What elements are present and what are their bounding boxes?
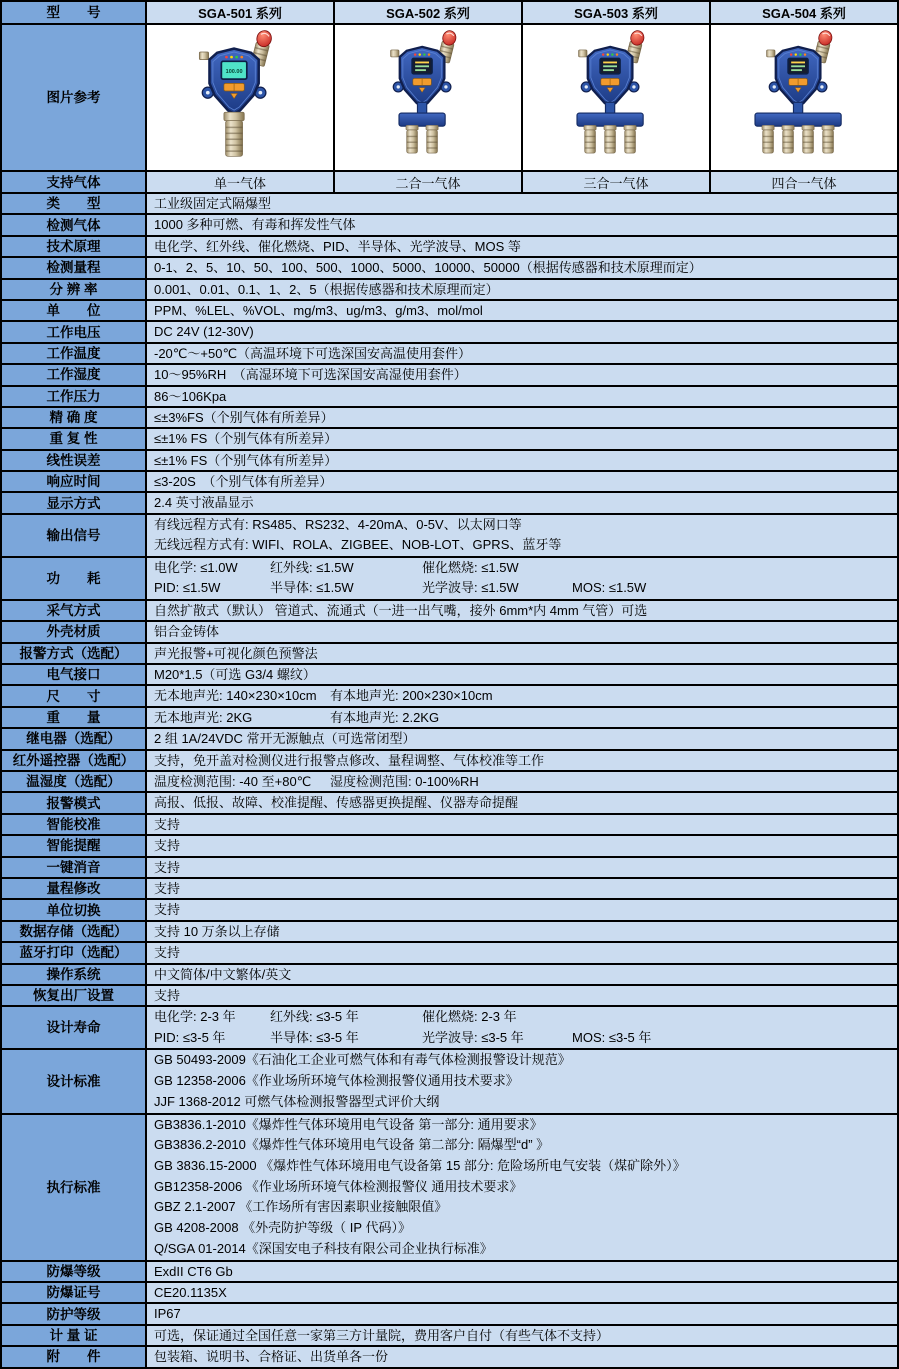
table-row	[2, 727, 897, 748]
value-line: 支持	[154, 987, 181, 1003]
row-label: 智能提醒	[2, 836, 147, 855]
row-label: 操作系统	[2, 965, 147, 984]
row-label: 线性误差	[2, 451, 147, 470]
device-image-cell	[147, 25, 333, 170]
row-value	[147, 280, 897, 299]
row-value	[147, 429, 897, 448]
table-row	[2, 320, 897, 341]
row-label: 采气方式	[2, 601, 147, 620]
value-line: 高报、低报、故障、校准提醒、传感器更换提醒、仪器寿命提醒	[154, 795, 519, 811]
value-line	[154, 578, 897, 599]
table-row	[2, 449, 897, 470]
row-label: 一键消音	[2, 858, 147, 877]
table-row	[2, 963, 897, 984]
row-label: 功 耗	[2, 558, 147, 599]
value-line: GB 12358-2006《作业场所环境气体检测报警仪通用技术要求》	[154, 1073, 519, 1089]
table-row	[2, 256, 897, 277]
row-label: 重 复 性	[2, 429, 147, 448]
table-row	[2, 1113, 897, 1260]
value-segment: 催化燃烧: 2-3 年	[422, 1009, 517, 1025]
model-header-cell: SGA-501 系列	[147, 2, 333, 23]
value-segment: 红外线: ≤1.5W	[270, 559, 354, 575]
table-row	[2, 406, 897, 427]
value-line: 支持	[154, 816, 181, 832]
value-segment: PID: ≤1.5W	[154, 580, 221, 596]
value-segment: MOS: ≤1.5W	[572, 580, 647, 596]
value-line: 声光报警+可视化颜色预警法	[154, 645, 318, 661]
table-row	[2, 192, 897, 213]
row-value	[147, 1283, 897, 1302]
table-row-images	[2, 23, 897, 170]
value-line: GB3836.2-2010《爆炸性气体环境用电气设备 第二部分: 隔爆型“d” 》	[154, 1137, 550, 1153]
row-label: 检测量程	[2, 258, 147, 277]
row-label: 防爆证号	[2, 1283, 147, 1302]
table-row	[2, 749, 897, 770]
row-value	[147, 622, 897, 641]
row-label: 红外遥控器（选配）	[2, 751, 147, 770]
table-row	[2, 556, 897, 599]
row-label: 技术原理	[2, 237, 147, 256]
value-line: GB12358-2006 《作业场所环境气体检测报警仪 通用技术要求》	[154, 1178, 523, 1194]
row-value	[147, 258, 897, 277]
row-value	[147, 751, 897, 770]
table-row	[2, 642, 897, 663]
table-row	[2, 1345, 897, 1366]
row-label: 恢复出厂设置	[2, 986, 147, 1005]
row-label: 智能校准	[2, 815, 147, 834]
row-value	[147, 451, 897, 470]
table-row	[2, 427, 897, 448]
value-line: 0-1、2、5、10、50、100、500、1000、5000、10000、50000（根据传感器和技术原理而定）	[154, 260, 702, 276]
table-row	[2, 491, 897, 512]
value-line: ≤±1% FS（个别气体有所差异）	[154, 452, 338, 468]
value-line: ExdII CT6 Gb	[154, 1263, 233, 1279]
value-line: M20*1.5（可选 G3/4 螺纹）	[154, 667, 316, 683]
table-row	[2, 470, 897, 491]
row-value	[147, 772, 897, 791]
row-value	[147, 965, 897, 984]
value-line: 10～95%RH （高湿环境下可选深国安高湿使用套件）	[154, 367, 467, 383]
row-value	[147, 1304, 897, 1323]
row-label: 温湿度（选配）	[2, 772, 147, 791]
model-header-cell: SGA-503 系列	[521, 2, 709, 23]
value-line: JJF 1368-2012 可燃气体检测报警器型式评价大纲	[154, 1093, 440, 1109]
row-value	[147, 344, 897, 363]
row-label: 重 量	[2, 708, 147, 727]
row-label: 工作温度	[2, 344, 147, 363]
row-label: 尺 寸	[2, 686, 147, 705]
table-row	[2, 385, 897, 406]
value-line	[154, 1007, 897, 1028]
row-label: 防爆等级	[2, 1262, 147, 1281]
value-line	[154, 1028, 897, 1049]
table-row-gases	[2, 170, 897, 192]
value-line: 2.4 英寸液晶显示	[154, 495, 254, 511]
table-row	[2, 1324, 897, 1345]
value-line: ≤±3%FS（个别气体有所差异）	[154, 409, 334, 425]
manifold	[577, 113, 643, 126]
row-label: 单位切换	[2, 900, 147, 919]
row-value	[147, 215, 897, 234]
value-segment: 光学波导: ≤1.5W	[422, 580, 519, 596]
table-row	[2, 513, 897, 556]
value-line: 支持 10 万条以上存储	[154, 923, 280, 939]
value-segment: 湿度检测范围: 0-100%RH	[330, 773, 479, 789]
gas-type-cell: 二合一气体	[333, 172, 521, 192]
value-segment: 半导体: ≤1.5W	[270, 580, 354, 596]
table-row	[2, 213, 897, 234]
row-label: 报警方式（选配）	[2, 644, 147, 663]
row-value	[147, 708, 897, 727]
table-row	[2, 342, 897, 363]
row-label: 执行标准	[2, 1115, 147, 1260]
value-line: 包装箱、说明书、合格证、出货单各一份	[154, 1349, 389, 1365]
value-line: 电化学、红外线、催化燃烧、PID、半导体、光学波导、MOS 等	[154, 238, 521, 254]
table-row	[2, 1005, 897, 1048]
row-label: 报警模式	[2, 793, 147, 812]
row-label: 防护等级	[2, 1304, 147, 1323]
device-image-cell	[521, 25, 709, 170]
value-line: 支持	[154, 880, 181, 896]
table-row	[2, 791, 897, 812]
gas-detector-image	[711, 26, 897, 169]
value-line: GB 50493-2009《石油化工企业可燃气体和有毒气体检测报警设计规范》	[154, 1052, 571, 1068]
value-line: 86～106Kpa	[154, 388, 227, 404]
row-value	[147, 515, 897, 556]
row-label: 支持气体	[2, 172, 147, 192]
gas-type-cell: 单一气体	[147, 172, 333, 192]
row-value	[147, 1115, 897, 1260]
table-row	[2, 920, 897, 941]
row-value	[147, 1262, 897, 1281]
row-label: 蓝牙打印（选配）	[2, 943, 147, 962]
value-line: GBZ 2.1-2007 《工作场所有害因素职业接触限值》	[154, 1199, 448, 1215]
row-value	[147, 601, 897, 620]
gas-type-cell: 四合一气体	[709, 172, 897, 192]
table-row	[2, 770, 897, 791]
value-line: ≤±1% FS（个别气体有所差异）	[154, 431, 338, 447]
value-line	[154, 708, 897, 727]
row-label: 数据存储（选配）	[2, 922, 147, 941]
row-label: 显示方式	[2, 493, 147, 512]
row-value	[147, 686, 897, 705]
lcd-reading: 100.00	[225, 69, 243, 76]
table-row	[2, 706, 897, 727]
table-row	[2, 898, 897, 919]
table-row	[2, 1302, 897, 1323]
value-line: GB 3836.15-2000 《爆炸性气体环境用电气设备第 15 部分: 危险场所电气安装（煤矿除外）》	[154, 1158, 686, 1174]
row-label: 分 辨 率	[2, 280, 147, 299]
value-line: 支持	[154, 902, 181, 918]
table-row	[2, 813, 897, 834]
row-label: 检测气体	[2, 215, 147, 234]
row-label: 工作湿度	[2, 365, 147, 384]
value-line: 支持	[154, 859, 181, 875]
table-row	[2, 1281, 897, 1302]
gas-detector-image	[523, 26, 709, 169]
value-line: GB3836.1-2010《爆炸性气体环境用电气设备 第一部分: 通用要求》	[154, 1116, 543, 1132]
value-segment: 有本地声光: 200×230×10cm	[330, 688, 493, 704]
gas-detector-image	[147, 26, 333, 169]
value-line: 支持，免开盖对检测仪进行报警点修改、量程调整、气体校准等工作	[154, 752, 545, 768]
value-line: 工业级固定式隔爆型	[154, 196, 272, 211]
value-line: 中文简体/中文繁体/英文	[154, 966, 292, 982]
device-image-cell	[709, 25, 897, 170]
row-label: 输出信号	[2, 515, 147, 556]
table-row	[2, 278, 897, 299]
row-value	[147, 493, 897, 512]
row-value	[147, 1326, 897, 1345]
value-line: 无线远程方式有: WIFI、ROLA、ZIGBEE、NOB-LOT、GPRS、蓝牙等	[154, 537, 562, 553]
value-line: CE20.1135X	[154, 1284, 227, 1300]
model-header-cell: SGA-504 系列	[709, 2, 897, 23]
row-label: 工作电压	[2, 322, 147, 341]
value-line: Q/SGA 01-2014《深国安电子科技有限公司企业执行标准》	[154, 1240, 493, 1256]
value-segment: 无本地声光: 2KG	[154, 709, 253, 725]
row-label: 图片参考	[2, 25, 147, 170]
row-value	[147, 943, 897, 962]
row-label: 附 件	[2, 1347, 147, 1366]
row-value	[147, 836, 897, 855]
value-segment: PID: ≤3-5 年	[154, 1029, 226, 1045]
row-label: 继电器（选配）	[2, 729, 147, 748]
value-segment: 无本地声光: 140×230×10cm	[154, 688, 317, 704]
table-row	[2, 1048, 897, 1112]
value-line: DC 24V (12-30V)	[154, 324, 254, 340]
table-row	[2, 599, 897, 620]
row-value	[147, 729, 897, 748]
table-row	[2, 1260, 897, 1281]
row-value	[147, 986, 897, 1005]
value-line: 自然扩散式（默认） 管道式、流通式（一进一出气嘴，接外 6mm*内 4mm 气管）可选	[154, 602, 648, 618]
value-line: 支持	[154, 838, 181, 854]
value-line: 支持	[154, 945, 181, 961]
row-value	[147, 879, 897, 898]
device-image-cell	[333, 25, 521, 170]
table-row	[2, 684, 897, 705]
value-segment: 催化燃烧: ≤1.5W	[422, 559, 519, 575]
row-value	[147, 237, 897, 256]
value-line: 铝合金铸体	[154, 624, 220, 640]
row-label: 精 确 度	[2, 408, 147, 427]
row-label: 型 号	[2, 2, 147, 23]
table-row	[2, 877, 897, 898]
row-value	[147, 815, 897, 834]
manifold	[755, 113, 841, 126]
value-line	[154, 772, 897, 791]
row-value	[147, 1007, 897, 1048]
value-line: IP67	[154, 1306, 181, 1322]
value-segment: MOS: ≤3-5 年	[572, 1029, 652, 1045]
row-value	[147, 1050, 897, 1112]
row-value	[147, 194, 897, 213]
table-row	[2, 235, 897, 256]
value-segment: 温度检测范围: -40 至+80℃	[154, 773, 312, 789]
row-label: 设计寿命	[2, 1007, 147, 1048]
table-row	[2, 984, 897, 1005]
row-value	[147, 558, 897, 599]
value-line: 有线远程方式有: RS485、RS232、4-20mA、0-5V、以太网口等	[154, 516, 522, 532]
row-value	[147, 408, 897, 427]
manifold	[399, 113, 445, 126]
model-header-cell: SGA-502 系列	[333, 2, 521, 23]
row-value	[147, 472, 897, 491]
row-label: 量程修改	[2, 879, 147, 898]
row-value	[147, 644, 897, 663]
row-value	[147, 322, 897, 341]
row-label: 外壳材质	[2, 622, 147, 641]
row-value	[147, 301, 897, 320]
row-label: 设计标准	[2, 1050, 147, 1112]
row-value	[147, 900, 897, 919]
value-line	[154, 686, 897, 705]
gas-type-cell: 三合一气体	[521, 172, 709, 192]
row-label: 工作压力	[2, 387, 147, 406]
value-segment: 电化学: ≤1.0W	[154, 559, 238, 575]
row-label: 计 量 证	[2, 1326, 147, 1345]
value-segment: 红外线: ≤3-5 年	[270, 1009, 359, 1025]
row-value	[147, 365, 897, 384]
table-row-model	[2, 2, 897, 23]
row-label: 电气接口	[2, 665, 147, 684]
gas-detector-image	[335, 26, 521, 169]
value-segment: 有本地声光: 2.2KG	[330, 709, 440, 725]
table-row	[2, 663, 897, 684]
table-row	[2, 834, 897, 855]
value-segment: 光学波导: ≤3-5 年	[422, 1029, 524, 1045]
value-line: -20℃～+50℃（高温环境下可选深国安高温使用套件）	[154, 345, 472, 361]
row-label: 类 型	[2, 194, 147, 213]
row-value	[147, 665, 897, 684]
value-line: GB 4208-2008 《外壳防护等级（ IP 代码）》	[154, 1220, 411, 1236]
value-segment: 半导体: ≤3-5 年	[270, 1029, 359, 1045]
value-line	[154, 558, 897, 579]
value-line: ≤3-20S （个别气体有所差异）	[154, 474, 333, 490]
row-value	[147, 922, 897, 941]
table-row	[2, 620, 897, 641]
table-row	[2, 856, 897, 877]
table-row	[2, 299, 897, 320]
table-row	[2, 941, 897, 962]
value-line: PPM、%LEL、%VOL、mg/m3、ug/m3、g/m3、mol/mol	[154, 302, 483, 318]
row-value	[147, 387, 897, 406]
table-row	[2, 363, 897, 384]
value-line: 0.001、0.01、0.1、1、2、5（根据传感器和技术原理而定）	[154, 281, 499, 297]
value-line: 2 组 1A/24VDC 常开无源触点（可选常闭型）	[154, 731, 416, 747]
row-label: 单 位	[2, 301, 147, 320]
row-value	[147, 1347, 897, 1366]
row-label: 响应时间	[2, 472, 147, 491]
value-line: 1000 多种可燃、有毒和挥发性气体	[154, 217, 356, 233]
value-line: 可选，保证通过全国任意一家第三方计量院，费用客户自付（有些气体不支持）	[154, 1327, 610, 1343]
row-value	[147, 793, 897, 812]
row-value	[147, 858, 897, 877]
value-segment: 电化学: 2-3 年	[154, 1009, 236, 1025]
